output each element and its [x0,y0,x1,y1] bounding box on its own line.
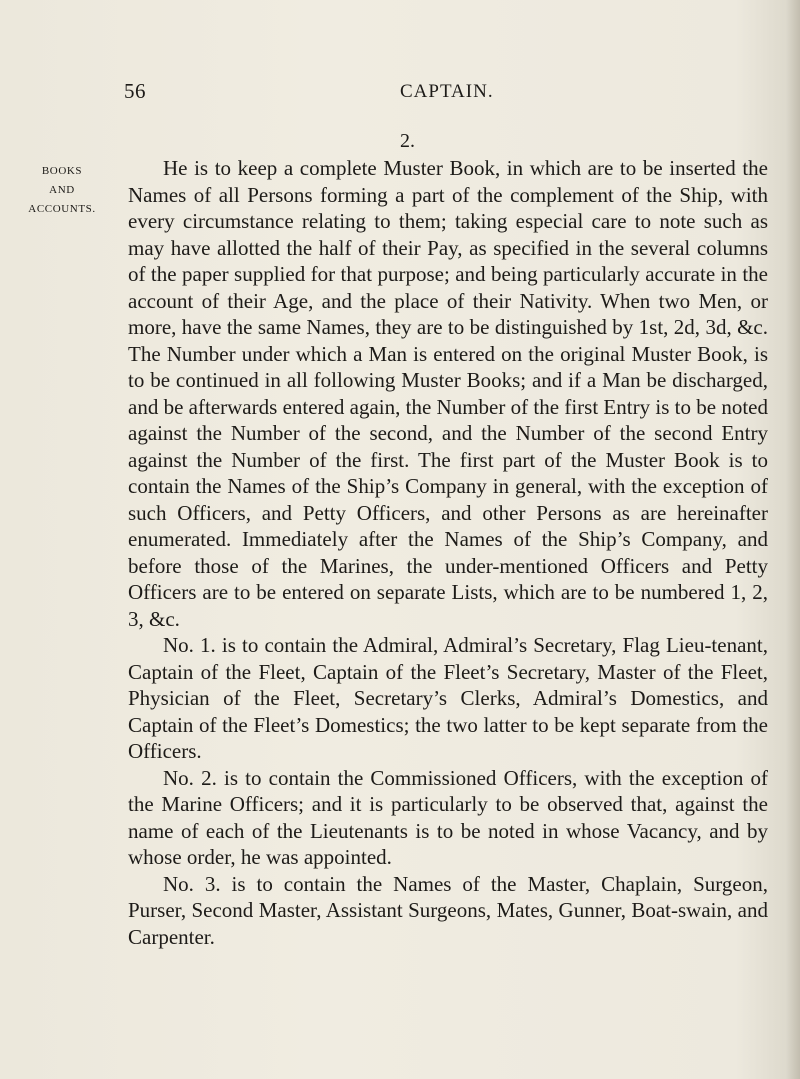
margin-note [21,162,103,219]
margin-note-line: AND [49,184,75,196]
section-number: 2. [400,130,415,152]
paragraph: No. 2. is to contain the Commissioned Officers, with the exception of the Marine Officers; and it is particularly to be observed that, against the name of each of the Lieutenants is to be noted in whose Vacancy, and by whose order, he was appointed. [128,765,768,869]
paragraph: He is to keep a complete Muster Book, in which are to be inserted the Names of all Persons forming a part of the complement of the Ship, with every circumstance relating to them; taking especial care to note such as may have allotted the half of their Pay, as specified in the several columns of the paper supplied for that purpose; and being particularly accurate in the account of their Age, and the place of their Nativity. When two Men, or more, have the same Names, they are to be distinguished by 1st, 2d, 3d, &c. The Number under which a Man is entered on the original Muster Book, is to be continued in all following Muster Books; and if a Man be discharged, and be afterwards entered again, the Number of the first Entry is to be noted against the Number of the second, and the Number of the second Entry against the Number of the first. The first part of the Muster Book is to contain the Names of the Ship’s Company in general, with the exception of such Officers, and Petty Officers, and other Persons as are hereinafter enumerated. Immediately after the Names of the Ship’s Company, and before those of the Marines, the under-mentioned Officers and Petty Officers are to be entered on separate Lists, which are to be numbered 1, 2, 3, &c. [128,156,768,631]
page-edge-shadow [786,0,800,1079]
body-text [128,155,768,950]
page-number: 56 [124,79,146,103]
paragraph: No. 3. is to contain the Names of the Master, Chaplain, Surgeon, Purser, Second Master, Assistant Surgeons, Mates, Gunner, Boat-swain, and Carpenter. [128,871,768,949]
paragraph: No. 1. is to contain the Admiral, Admiral’s Secretary, Flag Lieu-tenant, Captain of the Fleet, Captain of the Fleet’s Secretary, Master of the Fleet, Physician of the Fleet, Secretary’s Clerks, Admiral’s Domestics, and Captain of the Fleet’s Domestics; the two latter to be kept separate from the Officers. [128,633,768,763]
margin-note-line: ACCOUNTS. [28,203,96,215]
margin-note-line: BOOKS [41,165,83,177]
running-head: CAPTAIN. [400,81,494,102]
